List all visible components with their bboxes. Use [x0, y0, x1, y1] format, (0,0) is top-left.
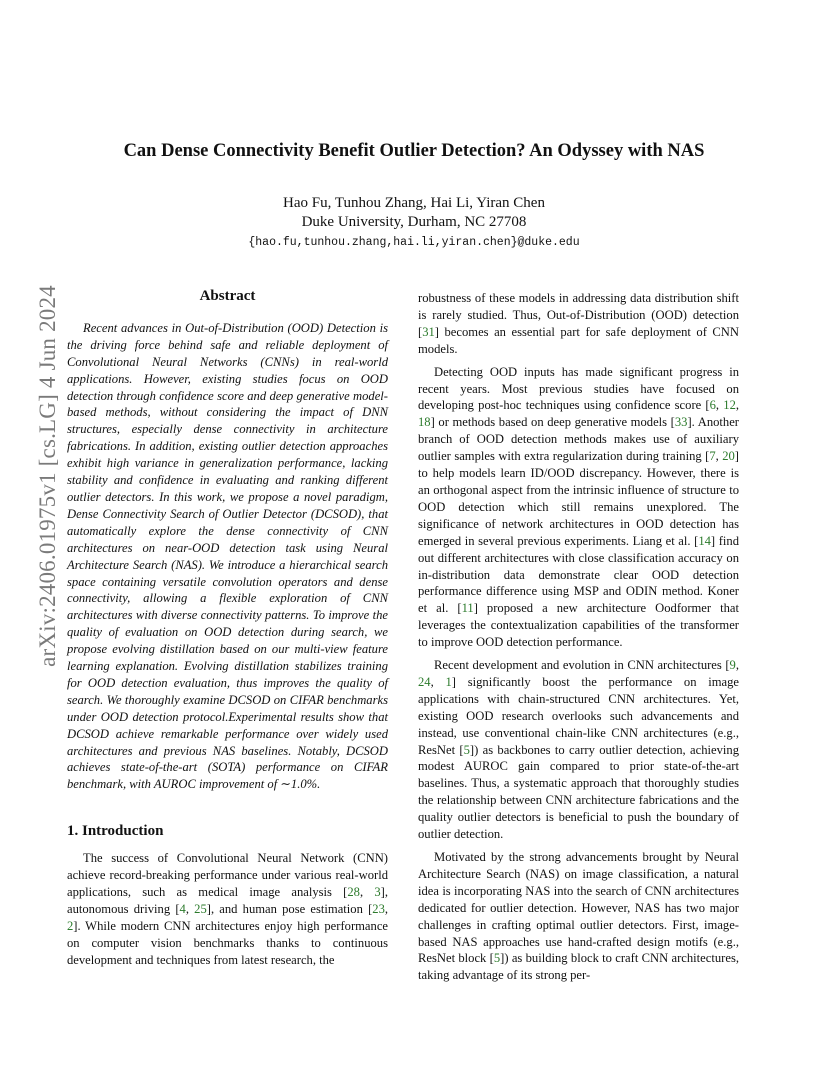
body-text: Detecting OOD inputs has made significant progress in recent years. Most previous studies have focused on developing post-hoc techniques using confidence score [: [418, 364, 739, 413]
body-text: ], autonomous driving [: [67, 885, 388, 916]
citation-link[interactable]: 1: [445, 674, 452, 689]
body-paragraph: [418, 849, 739, 984]
body-text: ,: [185, 901, 195, 916]
citation-link[interactable]: 14: [698, 533, 711, 548]
citation-link[interactable]: 3: [374, 885, 381, 899]
citation-link[interactable]: 11: [461, 601, 474, 616]
citation-link[interactable]: 7: [709, 449, 716, 464]
body-paragraph: [418, 657, 739, 843]
affiliation: Duke University, Durham, NC 27708: [301, 214, 527, 230]
introduction-heading: 1. Introduction: [67, 823, 164, 840]
citation-link[interactable]: 28: [347, 885, 360, 899]
citation-link[interactable]: 24: [418, 674, 431, 689]
body-paragraph: [418, 290, 739, 358]
citation-link[interactable]: 33: [674, 415, 688, 430]
body-text: ]) as backbones to carry outlier detection, achieving modest AUROC gain compared to prior state-of-the-art baselines. Thus, a systematic approach that thoroughly studies the relationship between CNN architecture fabrications and the quality outlier detectors is beneficial to push the boundary of outlier detection.: [418, 742, 739, 842]
body-text: ], and human pose estimation [: [206, 901, 373, 916]
introduction-paragraph: [67, 850, 388, 968]
left-column: [67, 288, 388, 969]
body-text: ] to help models learn ID/OOD discrepancy. However, there is an orthogonal aspect from the intrinsic influence of structure to OOD detection which still remains unexplored. The significance of network architectures in OOD detection has emerged in several previous experiments. Liang et al. [: [418, 449, 739, 548]
body-text: ,: [359, 885, 375, 899]
abstract-text: Recent advances in Out-of-Distribution (OOD) Detection is the driving force behind safe and reliable deployment of Convolutional Neural Networks (CNNs) in real-world applications. However, existing studies focus on OOD detection through confidence score and deep generative model-based methods, without considering the impact of DNN structures, especially dense connectivity in architecture fabrications. In addition, existing outlier detection approaches exhibit high variance in generalization performance, lacking stability and confidence in evaluating and ranking different outlier detectors. In this work, we propose a novel paradigm, Dense Connectivity Search of Outlier Detector (DCSOD), that automatically explore the dense connectivity of CNN architectures on near-OOD detection task using Neural Architecture Search (NAS). We introduce a hierarchical search space containing versatile convolution operators and dense connectivity, allowing a flexible exploration of CNN architectures with diverse connectivity patterns. To improve the quality of evaluation on OOD detection during search, we propose evolving distillation based on our multi-view feature learning explanation. Evolving distillation stabilizes training for OOD detection evaluation, thus improves the quality of search. We thoroughly examine DCSOD on CIFAR benchmarks under OOD detection protocol.Experimental results show that DCSOD achieve remarkable performance over widely used architectures and previous NAS baselines. Notably, DCSOD achieves state-of-the-art (SOTA) performance on CIFAR benchmark, with AUROC improvement of ∼1.0%.: [67, 320, 388, 792]
author-list: Hao Fu, Tunhou Zhang, Hai Li, Yiran Chen: [283, 195, 545, 211]
body-text: ,: [430, 674, 446, 689]
author-emails: {hao.fu,tunhou.zhang,hai.li,yiran.chen}@duke.edu: [248, 236, 580, 249]
body-text: ]) as building block to craft CNN architectures, taking advantage of its strong per-: [418, 951, 739, 983]
abstract-heading: Abstract: [199, 288, 256, 304]
right-column: [418, 290, 739, 984]
citation-link[interactable]: 2: [67, 918, 74, 933]
citation-link[interactable]: 9: [729, 658, 736, 673]
paper-title: Can Dense Connectivity Benefit Outlier Detection? An Odyssey with NAS: [123, 141, 705, 161]
body-text: Motivated by the strong advancements brought by Neural Architecture Search (NAS) on image classification, a natural idea is incorporating NAS into the search of CNN architectures dedicated for outlier detection. However, NAS has two major challenges in crafting optimal outlier detectors. First, image-based NAS approaches use hand-crafted design motifs (e.g., ResNet block [: [418, 850, 739, 966]
arxiv-identifier: arXiv:2406.01975v1 [cs.LG] 4 Jun 2024: [35, 285, 60, 667]
citation-link[interactable]: 6: [709, 398, 716, 413]
body-text: ,: [384, 901, 389, 916]
citation-link[interactable]: 18: [418, 415, 431, 430]
citation-link[interactable]: 23: [372, 901, 385, 916]
body-text: ] or methods based on deep generative models [: [430, 415, 675, 430]
body-text: ,: [715, 449, 723, 464]
body-text: ]. While modern CNN architectures enjoy high performance on computer vision benchmarks thanks to continuous development and techniques from latest research, the: [67, 918, 388, 967]
citation-link[interactable]: 31: [422, 324, 435, 339]
body-text: ] find out different architectures with close classification accuracy on in-distribution data demonstrate clear OOD detection performance difference using MSP and ODIN method. Koner et al. [: [418, 533, 739, 616]
body-text: robustness of these models in addressing data distribution shift is rarely studied. Thus, Out-of-Distribution (OOD) detection [: [418, 291, 739, 339]
body-paragraph: [418, 364, 739, 651]
body-text: ,: [735, 398, 740, 413]
body-text: ] proposed a new architecture Oodformer that leverages the contextualization capabilities of the transformer to improve OOD detection performance.: [418, 601, 739, 650]
citation-link[interactable]: 5: [463, 742, 470, 757]
body-text: ,: [715, 398, 724, 413]
body-text: ]. Another branch of OOD detection methods makes use of auxiliary outlier samples with extra regularization during training [: [418, 415, 739, 464]
citation-link[interactable]: 25: [194, 901, 207, 916]
citation-link[interactable]: 12: [723, 398, 736, 413]
citation-link[interactable]: 20: [722, 449, 735, 464]
citation-link[interactable]: 4: [179, 901, 186, 916]
body-text: The success of Convolutional Neural Network (CNN) achieve record-breaking performance under various real-world applications, such as medical image analysis [: [67, 851, 388, 899]
body-text: ] significantly boost the performance on image applications with chain-structured CNN architectures. Yet, existing OOD research overlooks such advancements and instead, use conventional chain-like CNN architectures (e.g., ResNet [: [418, 674, 739, 757]
citation-link[interactable]: 5: [493, 951, 501, 966]
body-text: ,: [735, 658, 739, 673]
body-text: ] becomes an essential part for safe deployment of CNN models.: [418, 324, 739, 356]
body-text: Recent development and evolution in CNN architectures [: [434, 658, 730, 673]
